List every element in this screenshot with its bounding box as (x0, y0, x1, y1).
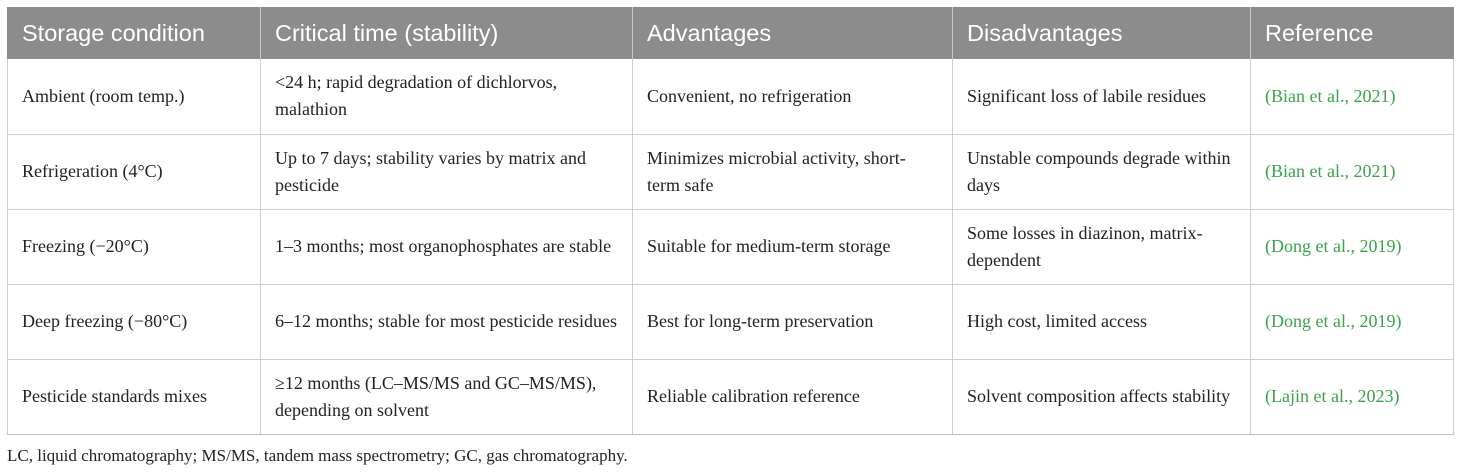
cell-critical-time: 1–3 months; most organophosphates are stable (261, 209, 633, 284)
cell-advantages: Convenient, no refrigeration (633, 59, 953, 134)
reference-link[interactable]: (Bian et al., 2021) (1251, 59, 1454, 134)
cell-advantages: Minimizes microbial activity, short-term safe (633, 134, 953, 209)
cell-critical-time: 6–12 months; stable for most pesticide residues (261, 284, 633, 359)
cell-critical-time: <24 h; rapid degradation of dichlorvos, malathion (261, 59, 633, 134)
table-row (8, 359, 1454, 434)
storage-conditions-table (7, 7, 1454, 435)
header-disadvantages: Disadvantages (953, 7, 1251, 59)
cell-critical-time: ≥12 months (LC–MS/MS and GC–MS/MS), depending on solvent (261, 359, 633, 434)
reference-link[interactable]: (Dong et al., 2019) (1251, 284, 1454, 359)
cell-disadvantages: Significant loss of labile residues (953, 59, 1251, 134)
header-advantages: Advantages (633, 7, 953, 59)
header-reference: Reference (1251, 7, 1454, 59)
cell-disadvantages: High cost, limited access (953, 284, 1251, 359)
table-header-row (8, 7, 1454, 59)
cell-disadvantages: Solvent composition affects stability (953, 359, 1251, 434)
cell-disadvantages: Some losses in diazinon, matrix-dependent (953, 209, 1251, 284)
table-row (8, 134, 1454, 209)
cell-advantages: Suitable for medium-term storage (633, 209, 953, 284)
header-storage-condition: Storage condition (8, 7, 261, 59)
cell-storage-condition: Freezing (−20°C) (8, 209, 261, 284)
storage-conditions-table-container (7, 7, 1453, 435)
reference-link[interactable]: (Bian et al., 2021) (1251, 134, 1454, 209)
header-critical-time: Critical time (stability) (261, 7, 633, 59)
table-row (8, 209, 1454, 284)
table-row (8, 59, 1454, 134)
cell-storage-condition: Deep freezing (−80°C) (8, 284, 261, 359)
table-footnote: LC, liquid chromatography; MS/MS, tandem mass spectrometry; GC, gas chromatography. (7, 446, 628, 465)
cell-storage-condition: Refrigeration (4°C) (8, 134, 261, 209)
cell-storage-condition: Pesticide standards mixes (8, 359, 261, 434)
cell-storage-condition: Ambient (room temp.) (8, 59, 261, 134)
cell-advantages: Best for long-term preservation (633, 284, 953, 359)
cell-critical-time: Up to 7 days; stability varies by matrix and pesticide (261, 134, 633, 209)
cell-disadvantages: Unstable compounds degrade within days (953, 134, 1251, 209)
cell-advantages: Reliable calibration reference (633, 359, 953, 434)
reference-link[interactable]: (Dong et al., 2019) (1251, 209, 1454, 284)
table-row (8, 284, 1454, 359)
reference-link[interactable]: (Lajin et al., 2023) (1251, 359, 1454, 434)
